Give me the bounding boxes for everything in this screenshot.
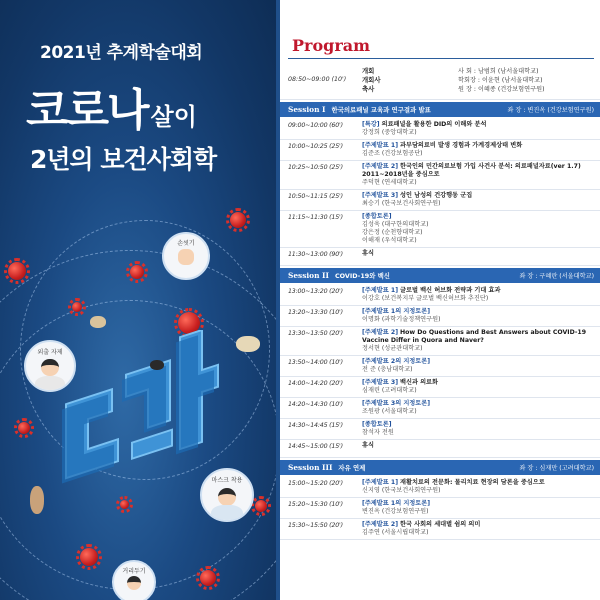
session-chair: 좌 장 : 심재만 (고려대학교) [519,465,594,472]
poster-title [26,74,197,138]
row-content [362,477,594,497]
row-content [362,377,594,397]
row-content [362,356,594,376]
row-content [362,190,594,210]
session-chair: 좌 장 : 구혜란 (서울대학교) [519,273,594,280]
row-title: 한국 사회의 세대별 쉼의 의미 [400,521,481,528]
row-tag: [종합토론] [362,421,392,428]
row-tag: [주제발표 3의 지정토론] [362,400,431,407]
row-time: 10:00~10:25 (25') [288,143,343,150]
poster-title-small: 살이 [150,103,197,131]
row-content [362,248,594,260]
row-tag: [주제발표 3] [362,379,399,386]
row-content [362,211,594,247]
row-title: 휴식 [362,442,374,449]
row-speaker: 최승기 (한국보건사회연구원) [362,200,441,207]
row-speaker: 강정희 (중앙대학교) [362,129,417,136]
divider [288,58,594,59]
opening-role: 사 회 : 남범희 (남서울대학교) [458,68,539,75]
poster-title-line2: 2년의 보건사회학 [30,145,217,174]
cat-icon [236,336,260,352]
session-title: 한국의료패널 교육과 연구결과 발표 [331,106,431,114]
row-content [362,398,594,418]
row-content [362,161,594,189]
row-tag: [종합토론] [362,213,392,220]
row-speaker: 이명화 (과학기술정책연구원) [362,316,441,323]
row-time: 11:30~13:00 (90') [288,251,343,258]
bubble-caption: 마스크 착용 [211,477,243,484]
row-content [362,440,594,452]
row-time: 13:30~13:50 (20') [288,330,343,337]
schedule-row [280,440,600,458]
row-title: 성인 남성의 건강행동 군집 [400,192,473,199]
cat-icon [150,360,164,370]
row-speaker: 김성욱 (대구한의대학교) [362,221,429,228]
row-time: 13:20~13:30 (10') [288,309,343,316]
schedule-row [280,161,600,190]
session-title: 자유 연제 [338,464,366,472]
row-tag: [주제발표 1] [362,142,399,149]
session-title: COVID-19와 백신 [334,272,390,280]
opening-role: 원 장 : 이혜종 (건강보험연구원) [458,86,545,93]
row-speaker: 조원광 (서울대학교) [362,408,417,415]
row-time: 15:30~15:50 (20') [288,522,343,529]
schedule-row [280,498,600,519]
opening-roles [458,62,594,99]
row-title: 휴식 [362,250,374,257]
row-time: 14:45~15:00 (15') [288,443,343,450]
virus-icon [255,500,267,512]
row-title: 재활치료의 전문화: 물리치료 현장의 담론을 중심으로 [400,479,545,486]
row-time: 15:00~15:20 (20') [288,480,343,487]
row-speaker: 김주연 (서울시립대학교) [362,529,429,536]
poster-subtitle: 2021년 추계학술대회 [40,43,203,63]
virus-icon [230,212,246,228]
session-header [280,460,600,475]
schedule-row [280,419,600,440]
schedule-row [280,119,600,140]
poster-title-big: 코로나 [26,85,148,136]
schedule-row [280,306,600,327]
opening-label: 개회 [362,67,375,75]
virus-icon [72,302,82,312]
opening-time: 08:50~09:00 (10') [288,76,347,83]
row-tag: [주제발표 1] [362,287,399,294]
bubble-caption: 외출 자제 [37,348,63,356]
row-time: 10:50~11:15 (25') [288,193,343,200]
row-time: 14:20~14:30 (10') [288,401,343,408]
virus-icon [8,262,26,280]
schedule-row [280,477,600,498]
virus-icon [18,422,30,434]
row-tag: [주제발표 2] [362,329,399,336]
row-time: 10:25~10:50 (25') [288,164,343,171]
row-tag: [특강] [362,121,380,128]
row-title: 의료패널을 활용한 DID의 이해와 분석 [381,121,487,128]
opening-label: 축사 [362,85,375,93]
opening-labels [362,62,458,99]
row-time: 14:00~14:20 (20') [288,380,343,387]
person-body-icon [211,505,243,522]
virus-icon [80,548,98,566]
row-speaker: 변진옥 (건강보험연구원) [362,508,429,515]
row-speaker: 정서현 (성균관대학교) [362,345,423,352]
session-name: Session III [288,463,333,472]
masked-person-icon [218,488,236,506]
opening-label: 개회사 [362,76,381,84]
virus-icon [130,265,144,279]
virus-icon [200,570,216,586]
row-time: 13:50~14:00 (10') [288,359,343,366]
dog-icon [30,486,44,514]
program-panel [276,0,600,600]
row-time: 13:00~13:20 (20') [288,288,343,295]
row-tag: [주제발표 3] [362,192,399,199]
schedule-row [280,377,600,398]
bubble-caption: 손씻기 [177,240,195,248]
row-speaker: 이강호 (보건복지부 글로벌 백신허브화 추진단) [362,295,489,302]
corona-3d-letters-icon [48,330,248,490]
row-speaker: 심재린 (고려대학교) [362,387,417,394]
row-content [362,119,594,139]
session-name: Session II [288,271,329,280]
schedule-row [280,211,600,248]
row-time: 09:00~10:00 (60') [288,122,343,129]
session-chair: 좌 장 : 변진옥 (건강보험연구원) [507,107,594,114]
row-content [362,285,594,305]
program-schedule [280,62,600,540]
row-content [362,306,594,326]
session-name: Session I [288,105,326,114]
row-content [362,419,594,439]
row-speaker: 전 준 (충남대학교) [362,366,413,373]
bubble-caption: 거리두기 [122,568,146,575]
schedule-row [280,356,600,377]
schedule-row [280,519,600,540]
row-title: 글로벌 백신 허브화 전략과 기대 효과 [400,287,501,294]
dog-icon [90,316,106,328]
row-tag: [주제발표 2] [362,163,399,170]
row-title: 한국인의 민간의료보험 가입 사건사 분석: 의료패널자료(ver 1.7) 2011~2018년을 중심으로 [362,163,581,178]
session-header [280,268,600,283]
row-time: 14:30~14:45 (15') [288,422,343,429]
schedule-row [280,285,600,306]
row-tag: [주제발표 1] [362,479,399,486]
handwash-bubble [162,232,210,280]
row-content [362,327,594,355]
row-tag: [주제발표 2] [362,521,399,528]
row-speaker: 김준조 (건강보험공단) [362,150,423,157]
row-speaker: 주덕현 (연세대학교) [362,179,417,186]
row-content [362,498,594,518]
row-speaker: 신지영 (한국보건사회연구원) [362,487,441,494]
row-content [362,140,594,160]
poster-panel [0,0,276,600]
row-time: 11:15~11:30 (15') [288,214,343,221]
opening-role: 학회장 : 이윤현 (남서울대학교) [458,77,543,84]
person-icon [127,576,141,590]
row-content [362,519,594,539]
row-tag: [주제발표 1의 지정토론] [362,308,431,315]
row-title: How Do Questions and Best Answers about COVID-19 Vaccine Differ in Quora and Naver? [362,329,587,344]
row-title: 백신과 의료화 [400,379,439,386]
row-tag: [주제발표 1의 지정토론] [362,500,431,507]
schedule-row [280,398,600,419]
session-header [280,102,600,117]
row-speaker: 이해재 (우석대학교) [362,237,417,244]
hands-icon [178,249,194,265]
virus-icon [120,500,129,509]
opening-row [280,62,600,100]
program-title: Program [292,36,371,55]
schedule-row [280,327,600,356]
row-speaker: 참석자 전원 [362,429,394,436]
row-title: 과부담의료비 발생 경험과 가계경제상태 변화 [400,142,523,149]
schedule-row [280,248,600,266]
schedule-row [280,190,600,211]
distancing-bubble [112,560,156,600]
row-speaker: 강은정 (순천향대학교) [362,229,423,236]
schedule-row [280,140,600,161]
row-time: 15:20~15:30 (10') [288,501,343,508]
row-tag: [주제발표 2의 지정토론] [362,358,431,365]
